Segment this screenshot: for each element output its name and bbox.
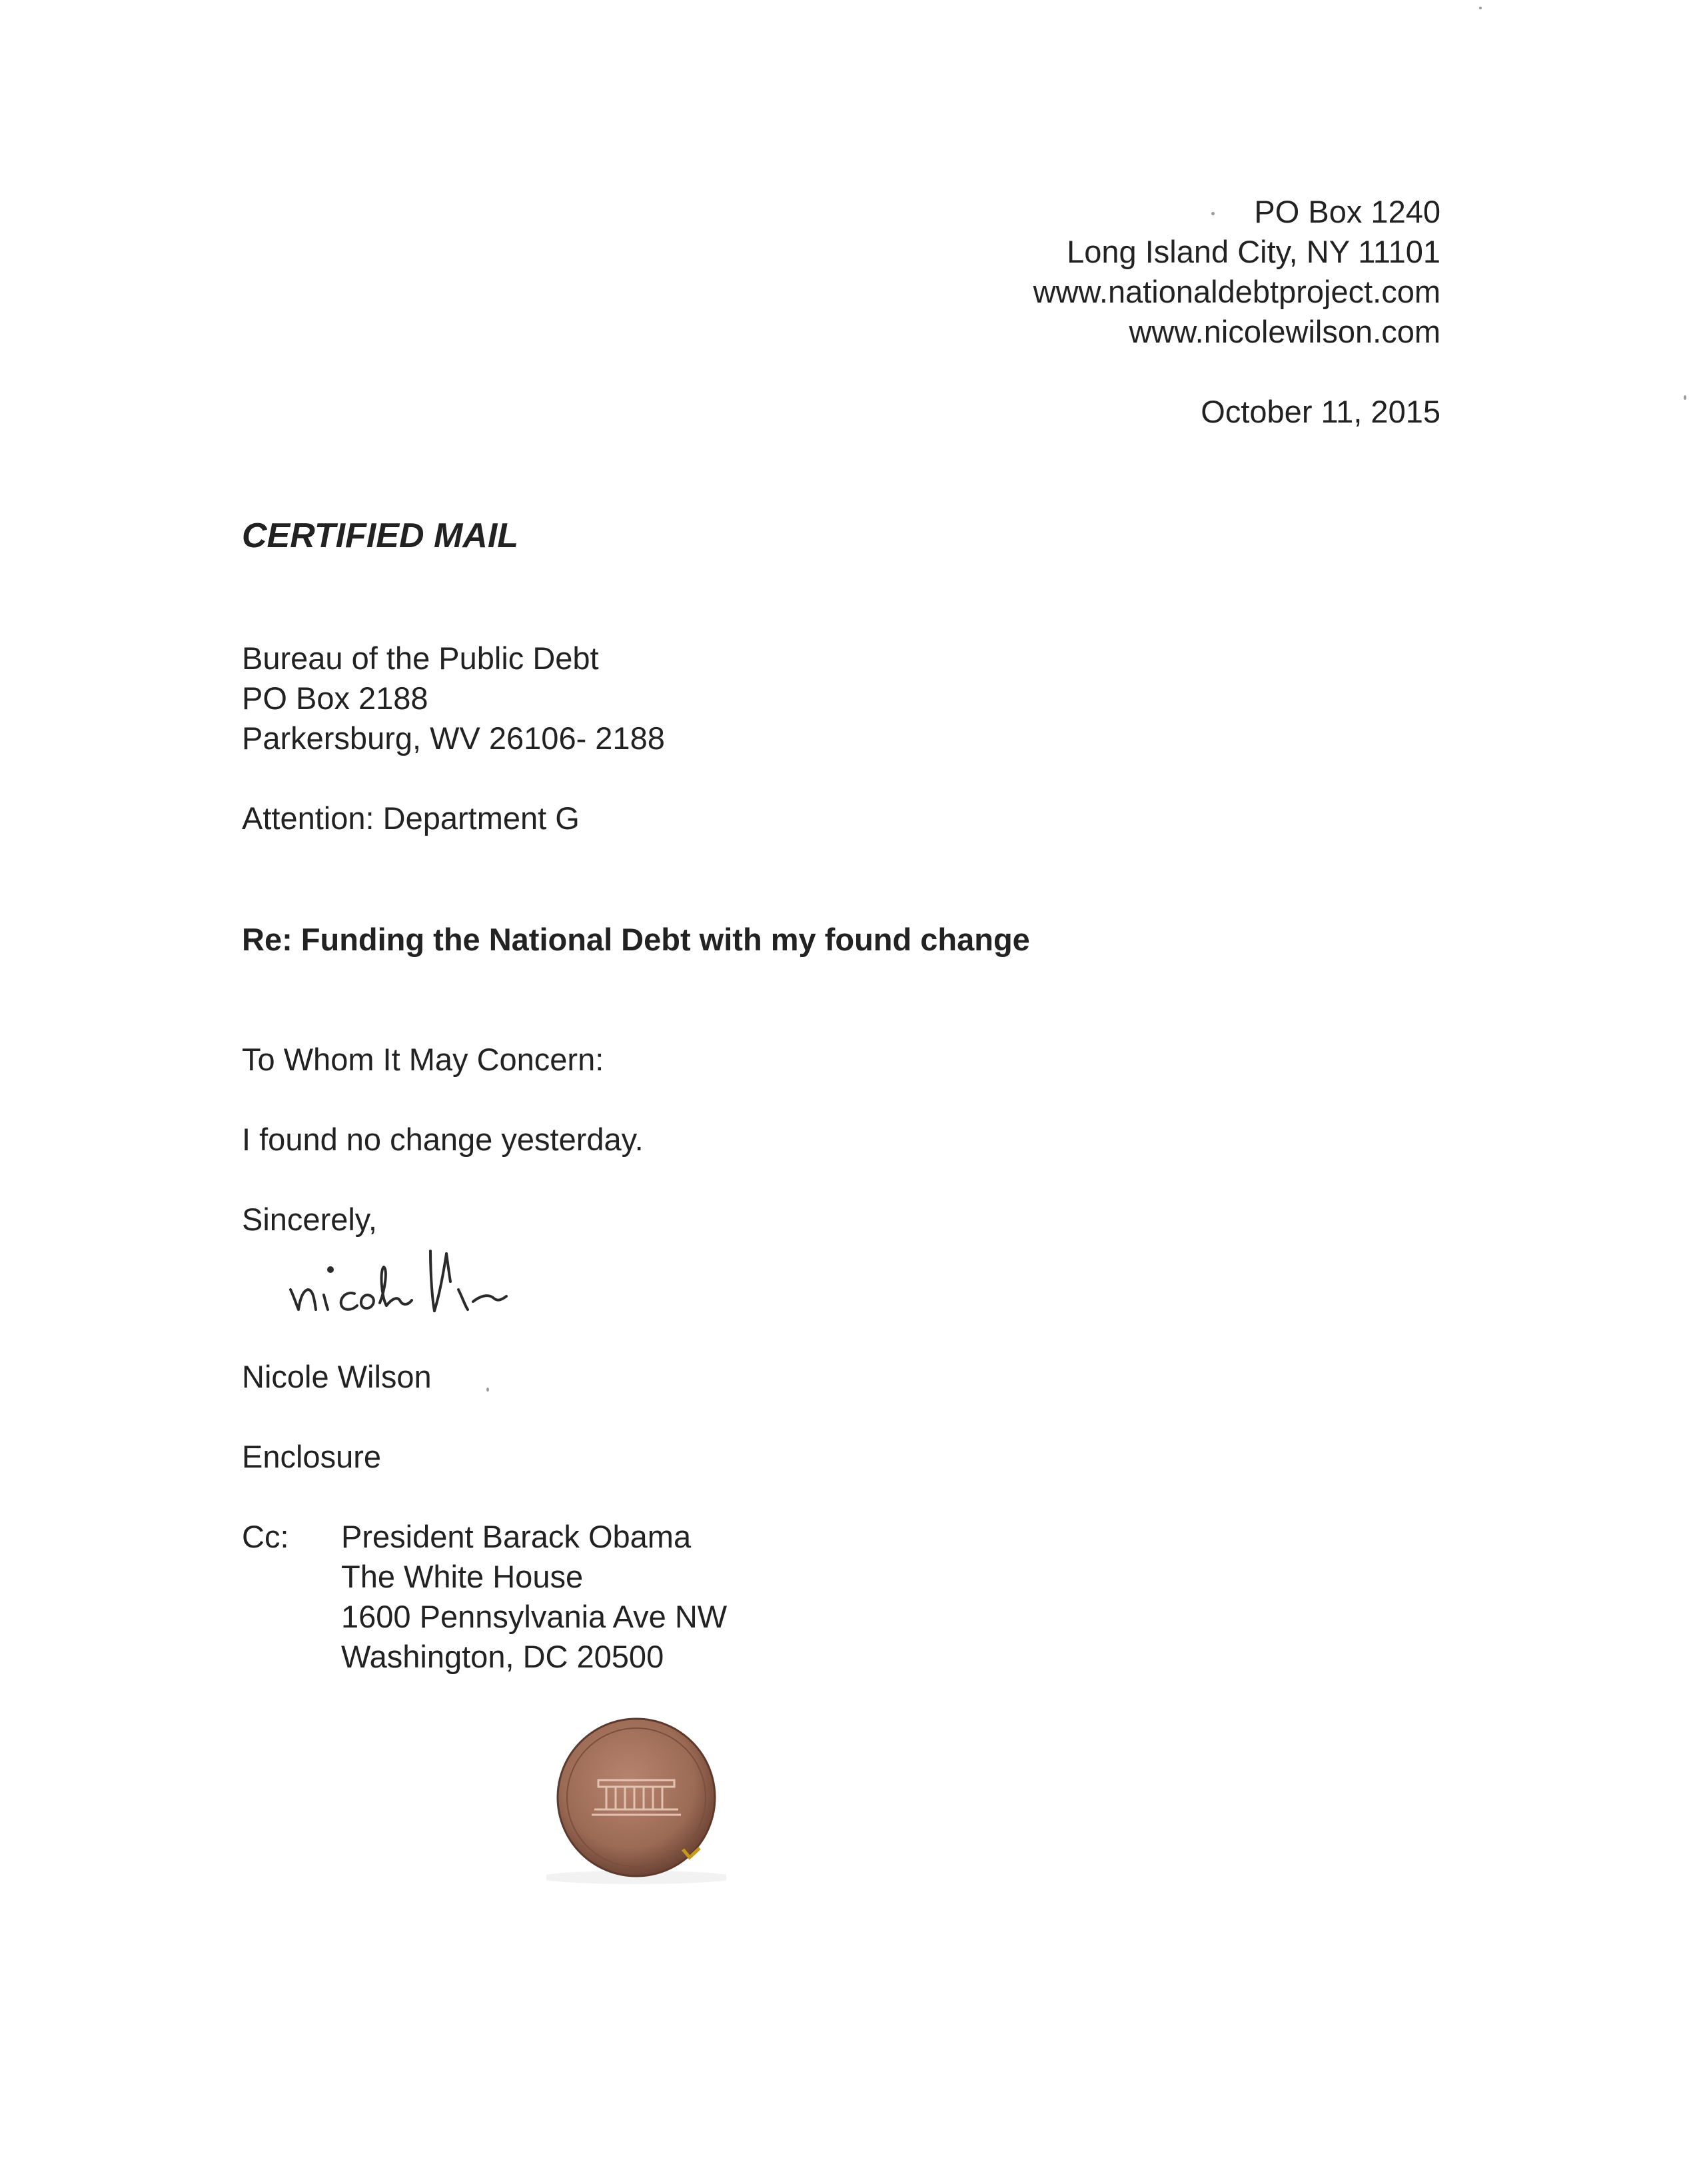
subject-line: Re: Funding the National Debt with my found change (242, 922, 1030, 957)
cc-line-3: 1600 Pennsylvania Ave NW (341, 1599, 728, 1634)
penny-coin-icon (546, 1716, 726, 1886)
scan-speck (1211, 212, 1215, 215)
letter-date: October 11, 2015 (1201, 394, 1440, 429)
sender-address-line2: Long Island City, NY 11101 (1067, 234, 1440, 269)
cc-label: Cc: (242, 1519, 289, 1554)
scan-speck (1479, 7, 1482, 9)
recipient-address-line1: PO Box 2188 (242, 680, 428, 716)
scan-speck (1684, 395, 1686, 400)
closing: Sincerely, (242, 1202, 377, 1237)
cc-line-2: The White House (341, 1559, 584, 1594)
sender-website-2: www.nicolewilson.com (1129, 314, 1440, 349)
scan-speck (486, 1388, 489, 1392)
signature-name: Nicole Wilson (242, 1359, 432, 1394)
body-text: I found no change yesterday. (242, 1122, 644, 1157)
cc-line-4: Washington, DC 20500 (341, 1639, 664, 1674)
cc-line-1: President Barack Obama (341, 1519, 692, 1554)
salutation: To Whom It May Concern: (242, 1042, 604, 1077)
attention-line: Attention: Department G (242, 800, 580, 836)
recipient-address-line2: Parkersburg, WV 26106- 2188 (242, 720, 665, 756)
sender-website-1: www.nationaldebtproject.com (1033, 274, 1440, 309)
recipient-name: Bureau of the Public Debt (242, 640, 599, 676)
handwritten-signature-icon (280, 1236, 653, 1336)
sender-address-line1: PO Box 1240 (1254, 194, 1440, 229)
enclosure-label: Enclosure (242, 1439, 381, 1474)
certified-mail-heading: CERTIFIED MAIL (242, 517, 519, 555)
